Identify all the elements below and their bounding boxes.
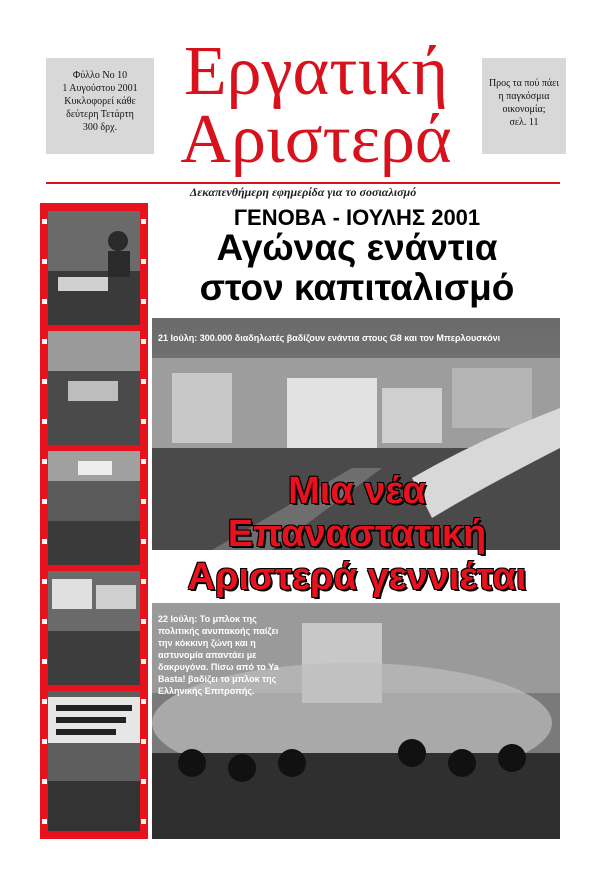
promo-line-3: οικονομία;	[502, 104, 546, 115]
red-headline-line-1: Μια νέα	[288, 470, 426, 512]
issue-info-box	[46, 58, 154, 154]
issue-frequency-2: δεύτερη Τετάρτη	[66, 109, 134, 120]
promo-line-2: η παγκόσμια	[498, 91, 550, 102]
photo-bottom-caption: 22 Ιούλη: Το μπλοκ της πολιτικής ανυπακοής παίζει την κόκκινη ζώνη και η αστυνομία απαντάει με δακρυγόνα. Πίσω από το Ya Basta! βαδίζει το μπλοκ της Ελληνικής Επιτροπής.	[158, 614, 279, 696]
tagline: Δεκαπενθήμερη εφημερίδα για το σοσιαλισμό	[189, 185, 417, 199]
filmstrip-photo-2	[48, 331, 140, 445]
photo-police-teargas	[152, 603, 560, 839]
promo-line-1: Προς τα πού πάει	[488, 78, 560, 89]
main-headline-line-1: Αγώνας ενάντια	[216, 227, 498, 268]
issue-frequency-1: Κυκλοφορεί κάθε	[64, 96, 136, 107]
filmstrip-photo-1	[48, 211, 140, 325]
red-headline-line-3: Αριστερά γεννιέται	[187, 556, 527, 598]
photo-filmstrip	[40, 203, 148, 839]
red-headline-line-2: Επαναστατική	[227, 513, 487, 555]
masthead	[150, 33, 482, 178]
filmstrip-photo-4	[48, 571, 140, 685]
kicker-headline: ΓΕΝΟΒΑ - ΙΟΥΛΗΣ 2001	[233, 205, 481, 230]
filmstrip-photo-3	[48, 451, 140, 565]
issue-number: Φύλλο Νο 10	[72, 70, 128, 81]
masthead-rule	[46, 182, 560, 184]
issue-date: 1 Αυγούστου 2001	[62, 83, 138, 94]
photo-top-caption: 21 Ιούλη: 300.000 διαδηλωτές βαδίζουν ενάντια στους G8 και τον Μπερλουσκόνι	[158, 333, 501, 343]
filmstrip-photo-5	[48, 691, 140, 831]
red-headline	[152, 470, 562, 599]
masthead-line-1: Εργατική	[183, 33, 449, 110]
promo-page-ref: σελ. 11	[509, 117, 539, 128]
masthead-line-2: Αριστερά	[180, 101, 452, 178]
main-headline	[152, 228, 562, 308]
promo-box	[482, 58, 566, 154]
main-headline-line-2: στον καπιταλισμό	[199, 267, 515, 308]
issue-price: 300 δρχ.	[82, 122, 118, 133]
